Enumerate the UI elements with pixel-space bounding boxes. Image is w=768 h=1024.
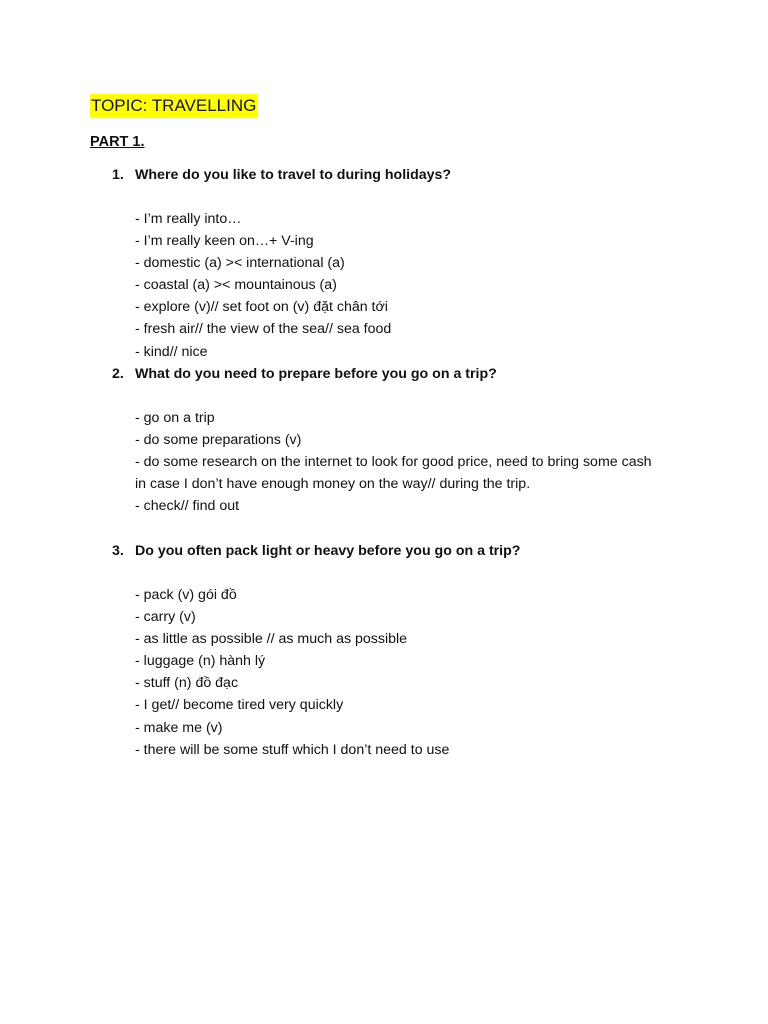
note-item: - stuff (n) đồ đạc	[135, 675, 239, 692]
note-item: - I get// become tired very quickly	[135, 697, 344, 714]
note-item: - as little as possible // as much as possible	[135, 631, 408, 648]
note-item: - explore (v)// set foot on (v) đặt chân tới	[135, 299, 388, 316]
note-item: - I’m really keen on…+ V-ing	[135, 233, 314, 250]
notes-list-3	[135, 584, 665, 761]
question-number: 2.	[112, 366, 124, 382]
note-item: - kind// nice	[135, 343, 208, 360]
question-number: 1.	[112, 167, 124, 183]
note-item: - do some preparations (v)	[135, 432, 302, 449]
note-item: - there will be some stuff which I don’t need to use	[135, 741, 450, 758]
note-item: - check// find out	[135, 498, 240, 515]
question-3	[112, 540, 520, 562]
topic-heading: TOPIC: TRAVELLING	[90, 94, 257, 118]
note-item: - domestic (a) >< international (a)	[135, 255, 345, 272]
notes-list-1	[135, 208, 665, 363]
question-text: Where do you like to travel to during holidays?	[135, 167, 452, 183]
question-text: What do you need to prepare before you go on a trip?	[135, 366, 497, 382]
note-item: - luggage (n) hành lý	[135, 653, 266, 670]
part-heading: PART 1.	[90, 134, 145, 150]
note-item: - make me (v)	[135, 719, 223, 736]
note-item: - go on a trip	[135, 410, 215, 426]
note-item: - pack (v) gói đồ	[135, 587, 237, 603]
note-item: - do some research on the internet to look for good price, need to bring some cash in case I don’t have enough money on the way// during the trip.	[135, 454, 652, 493]
note-item: - coastal (a) >< mountainous (a)	[135, 277, 337, 294]
note-item: - fresh air// the view of the sea// sea food	[135, 321, 392, 338]
note-item: - carry (v)	[135, 609, 196, 626]
question-1	[112, 164, 451, 186]
question-text: Do you often pack light or heavy before you go on a trip?	[135, 543, 521, 559]
notes-list-2	[135, 407, 665, 517]
question-2	[112, 363, 497, 385]
question-number: 3.	[112, 543, 124, 559]
note-item: - I’m really into…	[135, 211, 242, 227]
